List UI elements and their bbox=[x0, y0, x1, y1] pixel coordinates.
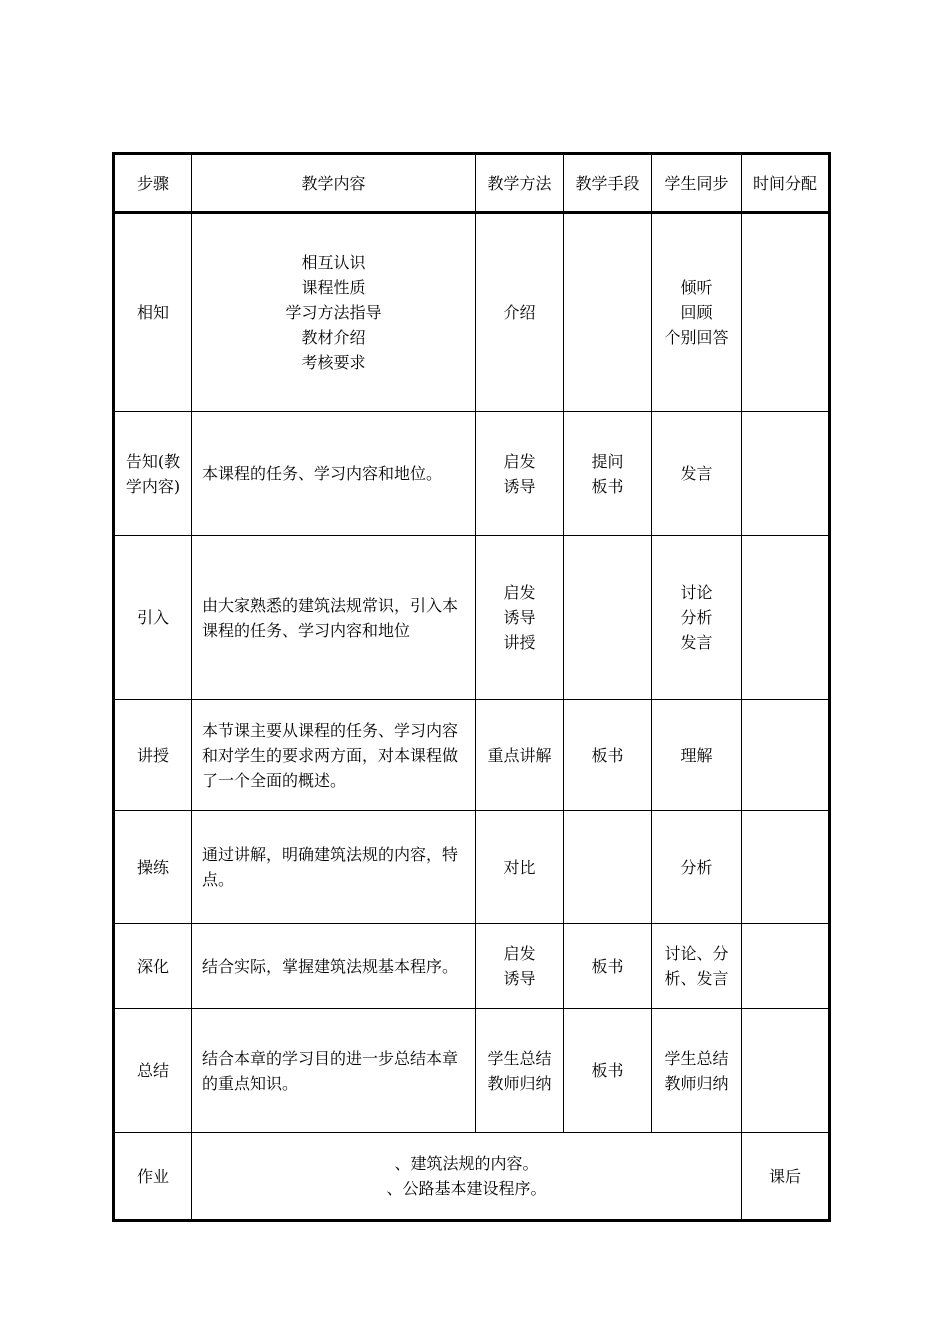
header-means: 教学手段 bbox=[564, 154, 652, 213]
cell-line: 讨论、分析、发言 bbox=[664, 944, 729, 988]
table-row bbox=[114, 412, 830, 536]
cell-line: 考核要求 bbox=[301, 353, 366, 372]
homework-time-cell: 课后 bbox=[742, 1133, 830, 1221]
method-cell bbox=[476, 1009, 564, 1133]
means-cell bbox=[564, 412, 652, 536]
cell-line: 回顾 bbox=[680, 303, 713, 322]
cell-line: 板书 bbox=[591, 956, 624, 976]
means-cell bbox=[564, 1009, 652, 1133]
cell-line: 启发 bbox=[503, 583, 536, 602]
lesson-plan-table bbox=[112, 152, 831, 1222]
table-row bbox=[114, 700, 830, 811]
step-cell: 深化 bbox=[114, 924, 192, 1009]
cell-line: 课程性质 bbox=[301, 278, 366, 297]
means-cell bbox=[564, 213, 652, 412]
cell-line: 教材介绍 bbox=[301, 328, 366, 347]
cell-line: 本课程的任务、学习内容和地位。 bbox=[202, 464, 443, 483]
student-cell bbox=[652, 700, 742, 811]
method-cell bbox=[476, 412, 564, 536]
cell-line: 重点讲解 bbox=[487, 745, 552, 765]
means-cell bbox=[564, 811, 652, 924]
table-row bbox=[114, 536, 830, 700]
cell-line: 由大家熟悉的建筑法规常识，引入本课程的任务、学习内容和地位 bbox=[202, 595, 459, 640]
means-cell bbox=[564, 924, 652, 1009]
method-cell bbox=[476, 536, 564, 700]
cell-line: 个别回答 bbox=[664, 328, 729, 347]
homework-row bbox=[114, 1133, 830, 1221]
header-step: 步骤 bbox=[114, 154, 192, 213]
cell-line: 分析 bbox=[680, 857, 713, 877]
cell-line: 板书 bbox=[591, 745, 624, 765]
student-cell bbox=[652, 412, 742, 536]
student-cell bbox=[652, 1009, 742, 1133]
time-cell bbox=[742, 536, 830, 700]
homework-step-cell: 作业 bbox=[114, 1133, 192, 1221]
cell-line: 讲授 bbox=[503, 633, 536, 652]
content-cell bbox=[192, 1009, 476, 1133]
content-cell bbox=[192, 213, 476, 412]
table-row bbox=[114, 811, 830, 924]
time-cell bbox=[742, 1009, 830, 1133]
step-cell: 总结 bbox=[114, 1009, 192, 1133]
cell-line: 发言 bbox=[680, 633, 713, 652]
cell-line: 相互认识 bbox=[301, 253, 366, 272]
header-student: 学生同步 bbox=[652, 154, 742, 213]
cell-line: 诱导 bbox=[503, 476, 536, 496]
cell-line: 理解 bbox=[680, 745, 713, 765]
cell-line: 倾听 bbox=[680, 278, 713, 297]
content-cell bbox=[192, 536, 476, 700]
content-cell bbox=[192, 412, 476, 536]
homework-item: 、公路基本建设程序。 bbox=[386, 1179, 547, 1198]
header-time: 时间分配 bbox=[742, 154, 830, 213]
homework-item: 、建筑法规的内容。 bbox=[394, 1154, 539, 1173]
cell-line: 结合实际，掌握建筑法规基本程序。 bbox=[202, 956, 459, 976]
time-cell bbox=[742, 924, 830, 1009]
table-row bbox=[114, 213, 830, 412]
cell-line: 学生总结 bbox=[664, 1048, 729, 1068]
header-content: 教学内容 bbox=[192, 154, 476, 213]
time-cell bbox=[742, 412, 830, 536]
cell-line: 分析 bbox=[680, 608, 713, 627]
content-cell bbox=[192, 811, 476, 924]
means-cell bbox=[564, 536, 652, 700]
step-cell: 讲授 bbox=[114, 700, 192, 811]
cell-line: 通过讲解，明确建筑法规的内容，特点。 bbox=[202, 845, 459, 889]
time-cell bbox=[742, 700, 830, 811]
cell-line: 学习方法指导 bbox=[285, 303, 382, 322]
method-cell bbox=[476, 811, 564, 924]
cell-line: 提问 bbox=[591, 451, 624, 471]
cell-line: 启发 bbox=[503, 944, 536, 963]
time-cell bbox=[742, 811, 830, 924]
cell-line: 对比 bbox=[503, 857, 536, 877]
cell-line: 介绍 bbox=[503, 303, 536, 322]
cell-line: 结合本章的学习目的进一步总结本章的重点知识。 bbox=[202, 1048, 459, 1093]
cell-line: 学生总结 bbox=[487, 1048, 552, 1068]
cell-line: 诱导 bbox=[503, 608, 536, 627]
cell-line: 启发 bbox=[503, 451, 536, 471]
step-cell: 引入 bbox=[114, 536, 192, 700]
cell-line: 本节课主要从课程的任务、学习内容和对学生的要求两方面，对本课程做了一个全面的概述。 bbox=[202, 720, 459, 790]
time-cell bbox=[742, 213, 830, 412]
method-cell bbox=[476, 924, 564, 1009]
table-row bbox=[114, 924, 830, 1009]
step-cell: 告知(教学内容) bbox=[114, 412, 192, 536]
header-row bbox=[114, 154, 830, 213]
homework-items-cell bbox=[192, 1133, 742, 1221]
method-cell bbox=[476, 700, 564, 811]
cell-line: 教师归纳 bbox=[664, 1073, 729, 1093]
student-cell bbox=[652, 811, 742, 924]
step-cell: 操练 bbox=[114, 811, 192, 924]
cell-line: 板书 bbox=[591, 1061, 624, 1080]
means-cell bbox=[564, 700, 652, 811]
cell-line: 板书 bbox=[591, 476, 624, 496]
student-cell bbox=[652, 924, 742, 1009]
cell-line: 讨论 bbox=[680, 583, 713, 602]
step-cell: 相知 bbox=[114, 213, 192, 412]
content-cell bbox=[192, 700, 476, 811]
student-cell bbox=[652, 213, 742, 412]
cell-line: 教师归纳 bbox=[487, 1073, 552, 1093]
table-row bbox=[114, 1009, 830, 1133]
cell-line: 发言 bbox=[680, 464, 713, 483]
cell-line: 诱导 bbox=[503, 969, 536, 988]
content-cell bbox=[192, 924, 476, 1009]
method-cell bbox=[476, 213, 564, 412]
header-method: 教学方法 bbox=[476, 154, 564, 213]
student-cell bbox=[652, 536, 742, 700]
